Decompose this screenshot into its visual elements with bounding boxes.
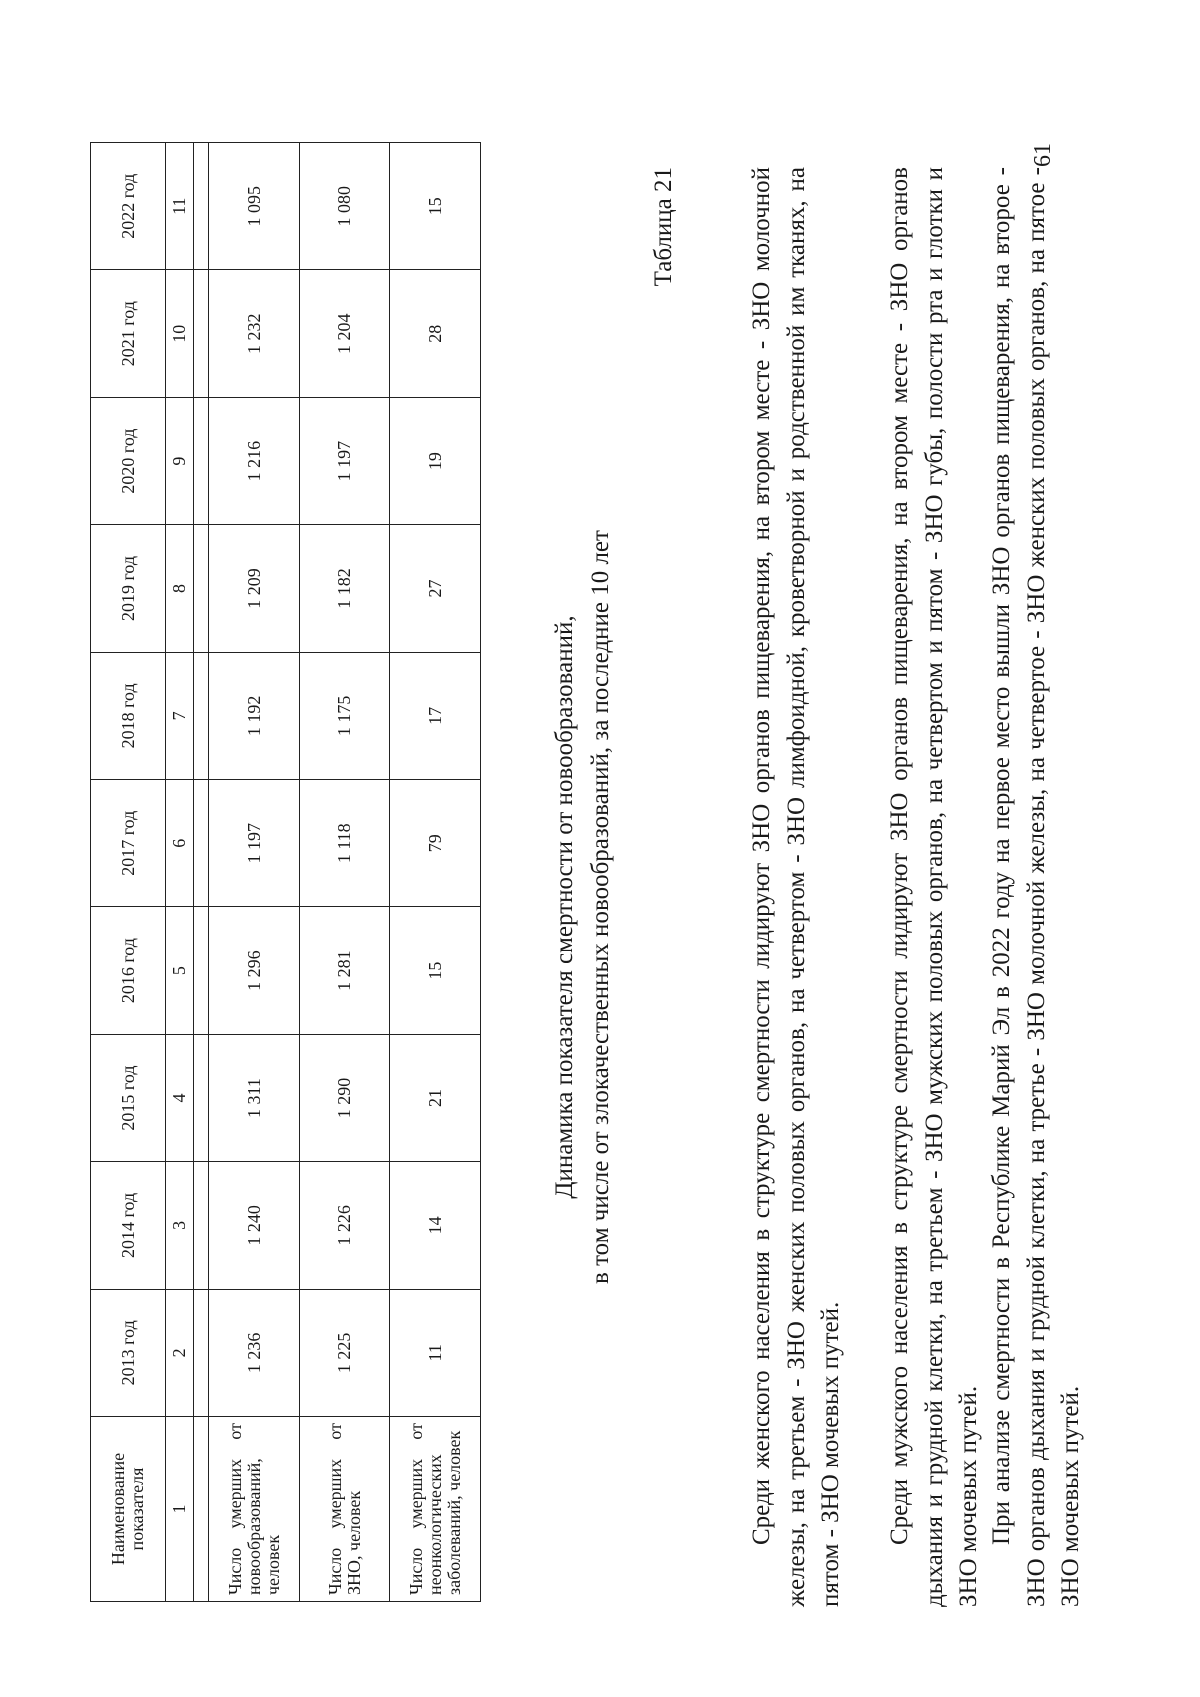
header-indicator-name: Наименование показателя xyxy=(91,1417,166,1602)
column-number-row xyxy=(166,143,194,1602)
table-cell: 28 xyxy=(390,270,481,397)
header-year: 2014 год xyxy=(91,1162,166,1289)
table-cell: 1 204 xyxy=(299,270,390,397)
table-cell: 15 xyxy=(390,143,481,270)
column-number: 6 xyxy=(166,780,194,907)
table-cell: 1 236 xyxy=(209,1289,300,1416)
header-year: 2018 год xyxy=(91,652,166,779)
header-year: 2022 год xyxy=(91,143,166,270)
table-cell: 17 xyxy=(390,652,481,779)
paragraph-male-mortality: Среди мужского населения в структуре смертности лидируют ЗНО органов пищеварения, на втором месте - ЗНО органов дыхания и грудной клетки, на третьем - ЗНО мужских половых органов, на четвертом и пятом - ЗНО губы, полости рта и глотки и ЗНО мочевых путей. xyxy=(886,167,982,1607)
header-year: 2020 год xyxy=(91,397,166,524)
table-cell: 1 311 xyxy=(209,1034,300,1161)
table-cell: 1 240 xyxy=(209,1162,300,1289)
table-cell: 79 xyxy=(390,780,481,907)
table-cell: 1 192 xyxy=(209,652,300,779)
table-cell: 1 281 xyxy=(299,907,390,1034)
header-year: 2019 год xyxy=(91,525,166,652)
column-number: 1 xyxy=(166,1417,194,1602)
paragraph-overall-mortality: При анализе смертности в Республике Марий Эл в 2022 году на первое место вышли ЗНО органов пищеварения, на второе - ЗНО органов дыхания и грудной клетки, на третье - ЗНО молочной железы, на четвертое - ЗНО женских половых органов, на пятое - ЗНО мочевых путей. xyxy=(988,167,1084,1607)
table-cell: 11 xyxy=(390,1289,481,1416)
column-number: 3 xyxy=(166,1162,194,1289)
column-number: 11 xyxy=(166,143,194,270)
table-label: Таблица 21 xyxy=(650,167,677,287)
page-number: 61 xyxy=(1030,143,1056,167)
column-number: 10 xyxy=(166,270,194,397)
table-cell: 14 xyxy=(390,1162,481,1289)
paragraph-female-mortality: Среди женского населения в структуре смертности лидируют ЗНО органов пищеварения, на втором месте - ЗНО молочной железы, на третьем - ЗНО женских половых органов, на четвертом - ЗНО лимфоидной, кроветворной и родственной им тканях, на пятом - ЗНО мочевых путей. xyxy=(748,167,844,1607)
row-label: Число умерших от новообразований, человек xyxy=(209,1417,300,1602)
header-year: 2013 год xyxy=(91,1289,166,1416)
table-cell: 1 232 xyxy=(209,270,300,397)
table-cell: 1 175 xyxy=(299,652,390,779)
table-title xyxy=(547,497,619,1317)
table-cell: 1 296 xyxy=(209,907,300,1034)
column-number: 9 xyxy=(166,397,194,524)
table-cell: 1 118 xyxy=(299,780,390,907)
column-number: 2 xyxy=(166,1289,194,1416)
column-number: 4 xyxy=(166,1034,194,1161)
table-row xyxy=(209,143,300,1602)
table-cell: 1 095 xyxy=(209,143,300,270)
table-cell: 1 182 xyxy=(299,525,390,652)
table-cell: 1 225 xyxy=(299,1289,390,1416)
table-cell: 1 209 xyxy=(209,525,300,652)
column-number: 5 xyxy=(166,907,194,1034)
table-row xyxy=(299,143,390,1602)
table-cell: 19 xyxy=(390,397,481,524)
table-cell: 15 xyxy=(390,907,481,1034)
table-cell: 1 197 xyxy=(299,397,390,524)
header-year: 2021 год xyxy=(91,270,166,397)
table-title-line-2: в том числе от злокачественных новообразований, за последние 10 лет xyxy=(587,530,614,1284)
table-cell: 1 197 xyxy=(209,780,300,907)
table-spacer-row xyxy=(194,143,209,1602)
table-title-line-1: Динамика показателя смертности от новообразований, xyxy=(551,615,578,1199)
table-cell: 1 226 xyxy=(299,1162,390,1289)
table-cell: 1 216 xyxy=(209,397,300,524)
row-label: Число умерших от ЗНО, человек xyxy=(299,1417,390,1602)
table-cell: 1 290 xyxy=(299,1034,390,1161)
mortality-table xyxy=(90,142,481,1602)
column-number: 8 xyxy=(166,525,194,652)
row-label: Число умерших от неонкологических заболеваний, человек xyxy=(390,1417,481,1602)
header-year: 2016 год xyxy=(91,907,166,1034)
table-header-row xyxy=(91,143,166,1602)
header-year: 2015 год xyxy=(91,1034,166,1161)
table-row xyxy=(390,143,481,1602)
column-number: 7 xyxy=(166,652,194,779)
table-cell: 21 xyxy=(390,1034,481,1161)
table-cell: 27 xyxy=(390,525,481,652)
header-year: 2017 год xyxy=(91,780,166,907)
table-cell: 1 080 xyxy=(299,143,390,270)
